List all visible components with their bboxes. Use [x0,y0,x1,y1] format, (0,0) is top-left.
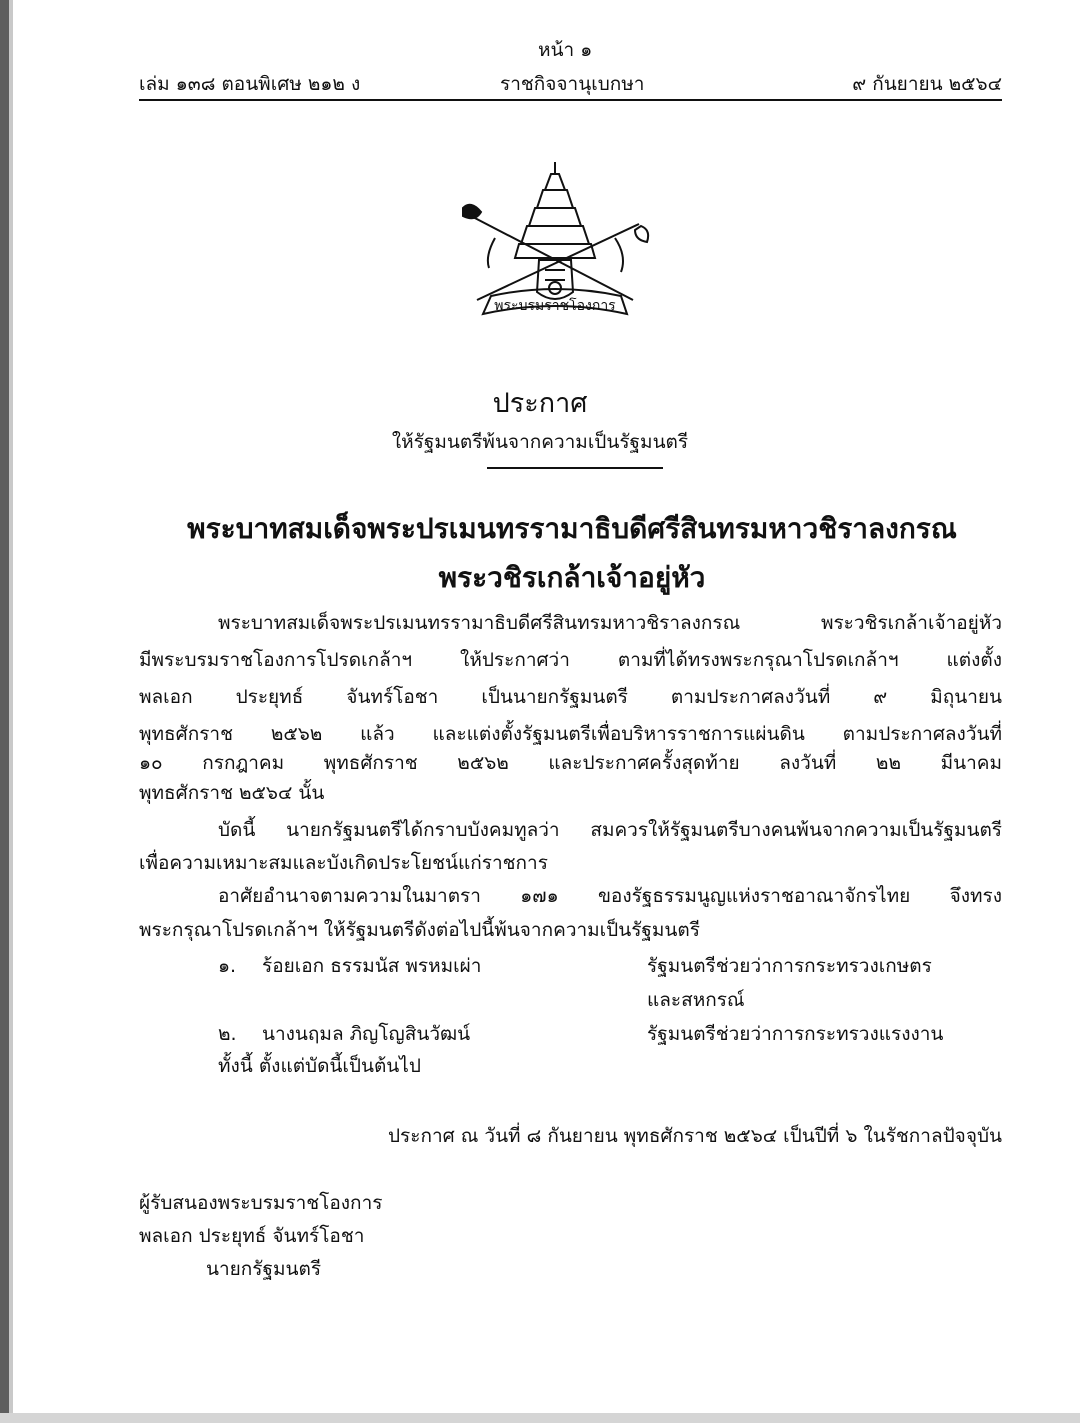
paragraph-3-line-1: อาศัยอำนาจตามความในมาตรา ๑๗๑ ของรัฐธรรมนูญแห่งราชอาณาจักรไทย จึงทรง [218,885,1002,907]
paragraph-1-line-3: พลเอก ประยุทธ์ จันทร์โอชา เป็นนายกรัฐมนตรี ตามประกาศลงวันที่ ๙ มิถุนายน [139,686,1002,708]
minister-2-name: นางนฤมล ภิญโญสินวัฒน์ [262,1023,471,1045]
paragraph-2-line-2: เพื่อความเหมาะสมและบังเกิดประโยชน์แก่ราชการ [139,852,548,874]
countersign-title: ผู้รับสนองพระบรมราชโองการ [139,1192,383,1214]
paragraph-3-line-2: พระกรุณาโปรดเกล้าฯ ให้รัฐมนตรีดังต่อไปนี้พ้นจากความเป็นรัฐมนตรี [139,919,700,941]
minister-1-position: รัฐมนตรีช่วยว่าการกระทรวงเกษตร [647,955,932,977]
paragraph-2-line-1: บัดนี้ นายกรัฐมนตรีได้กราบบังคมทูลว่า สมควรให้รัฐมนตรีบางคนพ้นจากความเป็นรัฐมนตรี [218,819,1002,841]
announcement-title: ประกาศ [492,388,588,419]
publish-date: ๙ กันยายน ๒๕๖๔ [852,73,1002,95]
paragraph-1-line-6: พุทธศักราช ๒๕๖๔ นั้น [139,782,325,804]
proclamation-date: ประกาศ ณ วันที่ ๘ กันยายน พุทธศักราช ๒๕๖๔ เป็นปีที่ ๖ ในรัชกาลปัจจุบัน [387,1125,1002,1147]
paragraph-1-line-5: ๑๐ กรกฎาคม พุทธศักราช ๒๕๖๒ และประกาศครั้งสุดท้าย ลงวันที่ ๒๒ มีนาคม [139,752,1002,774]
volume-info: เล่ม ๑๓๘ ตอนพิเศษ ๒๑๒ ง [139,73,361,95]
effective-statement: ทั้งนี้ ตั้งแต่บัดนี้เป็นต้นไป [218,1055,421,1077]
emblem-ribbon-text: พระบรมราชโองการ [494,298,616,314]
minister-2-position: รัฐมนตรีช่วยว่าการกระทรวงแรงงาน [647,1023,944,1045]
header-rule [139,99,1002,101]
king-name-line1: พระบาทสมเด็จพระปรเมนทรรามาธิบดีศรีสินทรมหาวชิราลงกรณ [187,512,957,545]
paragraph-1-line-4: พุทธศักราช ๒๕๖๒ แล้ว และแต่งตั้งรัฐมนตรีเพื่อบริหารราชการแผ่นดิน ตามประกาศลงวันที่ [139,723,1002,745]
royal-seal-icon [455,160,655,328]
minister-2-number: ๒. [218,1023,237,1045]
page-number: หน้า ๑ [538,39,593,61]
king-name-line2: พระวชิรเกล้าเจ้าอยู่หัว [438,561,706,594]
gazette-name: ราชกิจจานุเบกษา [500,73,645,95]
minister-1-number: ๑. [218,955,237,977]
minister-1-name: ร้อยเอก ธรรมนัส พรหมเผ่า [262,955,482,977]
title-rule [487,467,663,469]
page-edge-bottom [0,1413,1080,1423]
countersign-position: นายกรัฐมนตรี [206,1258,322,1280]
page-edge-shadow [9,0,13,1423]
announcement-subtitle: ให้รัฐมนตรีพ้นจากความเป็นรัฐมนตรี [391,431,689,453]
page-edge-left [0,0,9,1423]
countersign-name: พลเอก ประยุทธ์ จันทร์โอชา [139,1225,365,1247]
paragraph-1-line-2: มีพระบรมราชโองการโปรดเกล้าฯ ให้ประกาศว่า ตามที่ได้ทรงพระกรุณาโปรดเกล้าฯ แต่งตั้ง [139,649,1002,671]
minister-1-position-cont: และสหกรณ์ [647,989,745,1011]
paragraph-1-line-1: พระบาทสมเด็จพระปรเมนทรรามาธิบดีศรีสินทรมหาวชิราลงกรณ พระวชิรเกล้าเจ้าอยู่หัว [218,612,1002,634]
